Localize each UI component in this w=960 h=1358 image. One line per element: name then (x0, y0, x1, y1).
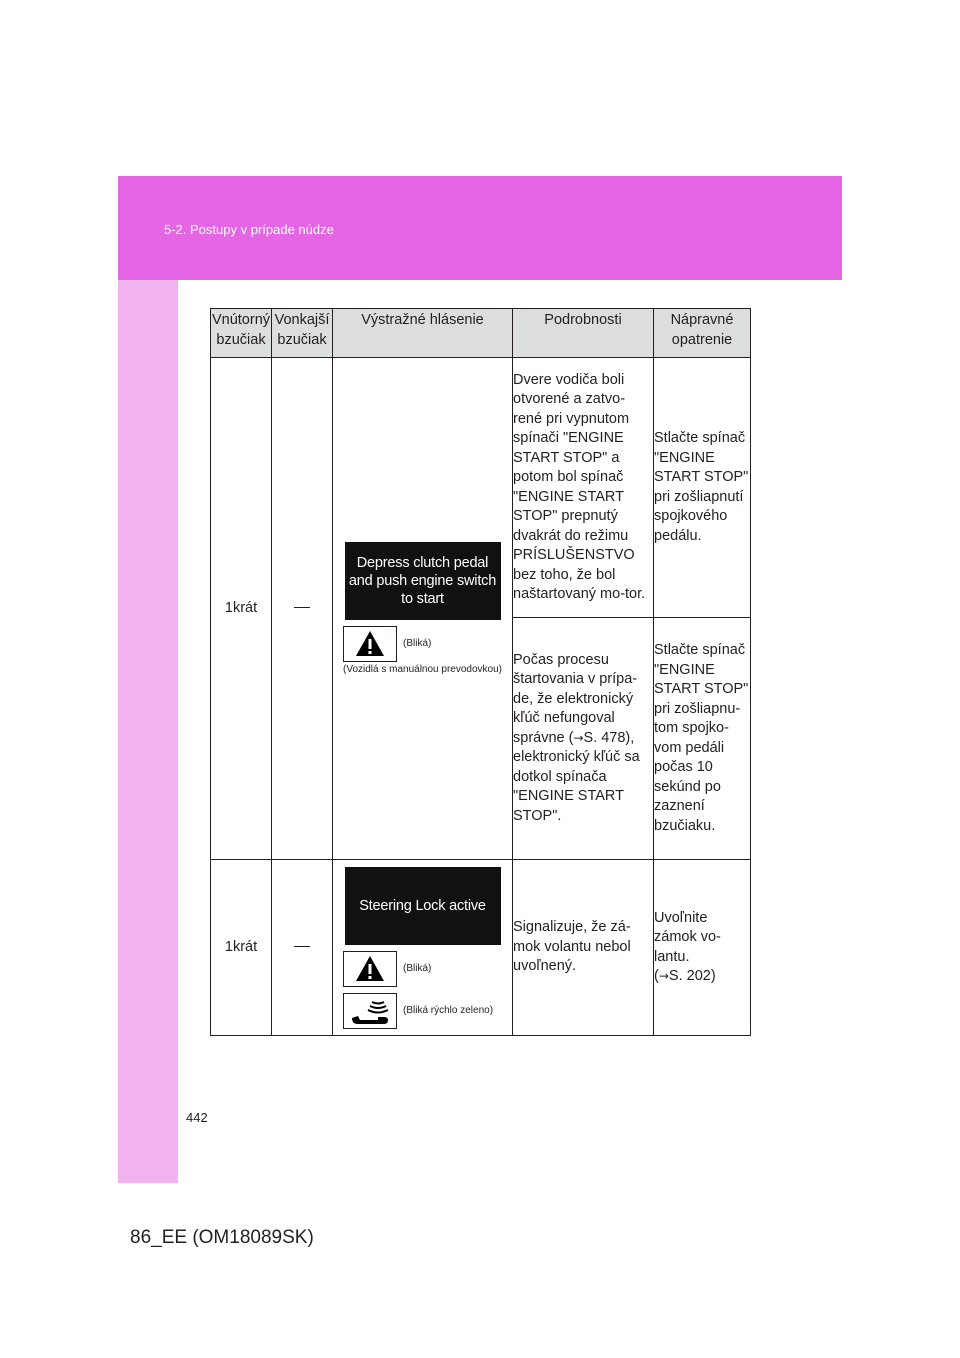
table-row (211, 358, 751, 618)
dash-mark (294, 607, 310, 608)
manual-transmission-note: (Vozidlá s manuálnou prevodovkou) (343, 663, 502, 675)
action-cell: Stlačte spínač "ENGINE START STOP" pri zošliapnutí spojkového pedálu. (654, 358, 751, 618)
key-icon-label: (Bliká rýchlo zeleno) (403, 1004, 494, 1016)
table-row (211, 860, 751, 1036)
warning-triangle-icon (343, 951, 397, 987)
dash-mark (294, 946, 310, 947)
outer-buzzer-cell (272, 358, 333, 860)
side-band (118, 280, 178, 1183)
header-band (118, 176, 842, 280)
header-details: Podrobnosti (513, 309, 654, 358)
warning-table (210, 308, 751, 1036)
action-cell: Uvoľnite zámok vo-lantu. (→S. 202) (654, 860, 751, 1036)
header-warning-message: Výstražné hlásenie (333, 309, 513, 358)
display-message: Steering Lock active (345, 867, 501, 945)
page-number: 442 (186, 1110, 208, 1125)
warning-icon-label: (Bliká) (403, 637, 432, 649)
warning-message-cell (333, 358, 513, 860)
outer-buzzer-cell (272, 860, 333, 1036)
header-inner-buzzer: Vnútorný bzučiak (211, 309, 272, 358)
inner-buzzer-cell: 1krát (211, 358, 272, 860)
header-action: Nápravné opatrenie (654, 309, 751, 358)
warning-icon-label: (Bliká) (403, 962, 432, 974)
inner-buzzer-cell: 1krát (211, 860, 272, 1036)
smart-key-indicator-icon (343, 993, 397, 1029)
details-cell: Signalizuje, že zá-mok volantu nebol uvoľnený. (513, 860, 654, 1036)
table-header-row (211, 309, 751, 358)
display-message: Depress clutch pedal and push engine switch to start (345, 542, 501, 620)
warning-triangle-icon (343, 626, 397, 662)
section-title: 5-2. Postupy v prípade núdze (164, 222, 334, 237)
document-code: 86_EE (OM18089SK) (130, 1227, 314, 1248)
details-cell: Počas procesu štartovania v prípa-de, že elektronický kľúč nefungoval správne (→S. 478), elektronický kľúč sa dotkol spínača "ENGINE START STOP". (513, 618, 654, 860)
action-cell: Stlačte spínač "ENGINE START STOP" pri zošliapnu-tom spojko-vom pedáli počas 10 sekúnd po zaznení bzučiaku. (654, 618, 751, 860)
header-outer-buzzer: Vonkajší bzučiak (272, 309, 333, 358)
details-cell: Dvere vodiča boli otvorené a zatvo-rené pri vypnutom spínači "ENGINE START STOP" a potom bol spínač "ENGINE START STOP" prepnutý dvakrát do režimu PRÍSLUŠENSTVO bez toho, že bol naštartovaný mo-tor. (513, 358, 654, 618)
warning-message-cell (333, 860, 513, 1036)
